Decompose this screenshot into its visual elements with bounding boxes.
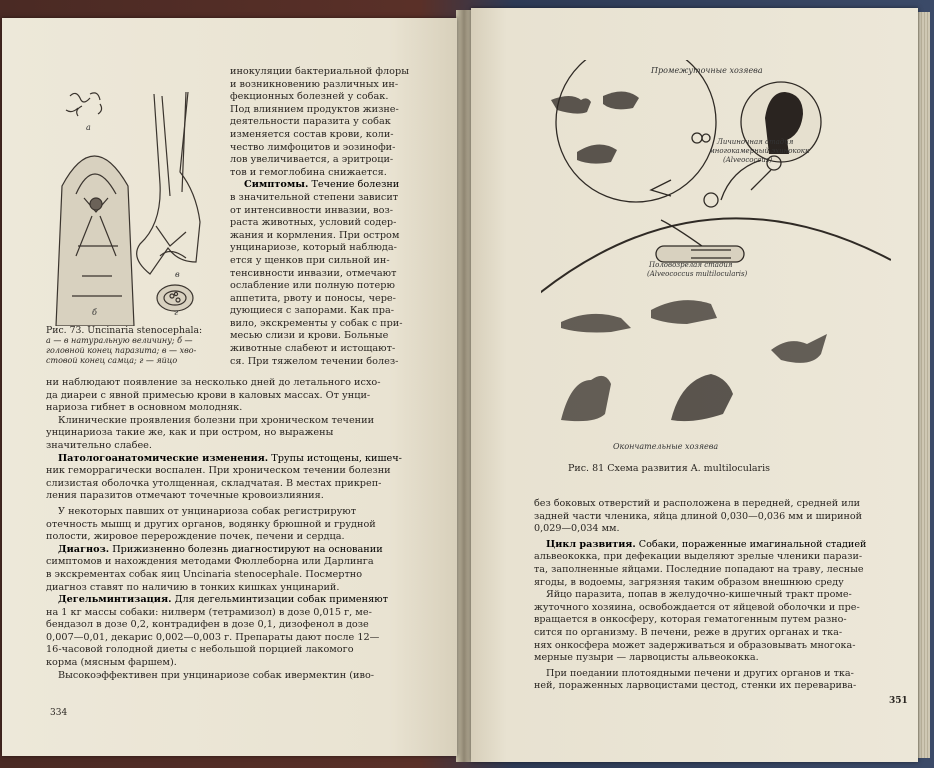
- label-final-hosts: Окончательные хозяева: [613, 442, 719, 451]
- right-column-text: инокуляции бактериальной флоры и возникновению различных ин- фекционных болезней у собак. Под влиянием продуктов жизне- деятельности паразита у собак изменяется состав крови, коли- чество лимфоцитов и эозинофи- лов увеличивается, а эритроци- тов и гемоглобина снижается. Симптомы. Течение болезни в значительной степени зависит от интенсивности инвазии, воз- раста животных, условий содер- жания и кормления. При остром унцинариозе, который наблюда- ется у щенков при сильной ин- тенсивности инвазии, отмечают ослабление или полную потерю аппетита, рвоту и поносы, чере- дующиеся с запорами. Как пра- вило, экскременты у собак с при- месью слизи и крови. Больные животные слабеют и истощают- ся. При тяжелом течении болез-: [230, 66, 438, 368]
- figure-label-v: в: [175, 270, 180, 279]
- page-edges: [916, 12, 930, 758]
- symptoms-heading: Симптомы.: [244, 179, 309, 191]
- label-intermediate-hosts: Промежуточные хозяева: [651, 66, 763, 75]
- symptoms-first-line: Симптомы. Течение болезни: [244, 179, 400, 191]
- label-adult-2: (Alveococcus multilocularis): [647, 270, 748, 278]
- label-larval-1: Личиночная стадия: [717, 138, 794, 146]
- figure-label-a: а: [86, 123, 91, 132]
- figure-label-g: г: [174, 308, 179, 317]
- deworming-heading: Дегельминтизация.: [58, 594, 172, 606]
- label-larval-2: многокамерный эхинококк: [709, 147, 810, 155]
- book-spine: [456, 10, 472, 762]
- cycle-heading: Цикл развития.: [546, 538, 636, 550]
- full-width-text: ни наблюдают появление за несколько дней до летального исхо- да диареи с явной примесью крови в каловых массах. От унци- нариоза гибнет в основном молодняк. Клинические проявления болезни при хроническом течении унцинариоза такие же, как и при остром, но выражены значительно слабее. Патологоанатомические изменения. Трупы истощены, кишеч- ник геморрагически воспален. При хроническом течении болезни слизистая оболочка утолщенная, складчатая. В местах прикреп- ления паразитов отмечают точечные кровоизлияния. У некоторых павших от унцинариоза собак регистрируют отечность мышц и других органов, водянку брюшной и грудной полости, жировое перерождение почек, печени и сердца. Диагноз. Прижизненно болезнь диагностируют на основании симптомов и нахождения методами Фюллеборна или Дарлинга в экскрементах собак яиц Uncinaria stenocephale. Посмертно диагноз ставят по наличию в тонких кишках унцинарий. Дегельминтизация. Для дегельминтизации собак применяют на 1 кг массы собаки: нилверм (тетрамизол) в дозе 0,015 г, ме- бендазол в дозе 0,2, контрадифен в дозе 0,1, дизофенол в дозе 0,007—0,01, декарис 0,002—0,003 г. Препараты дают после 12— 16-часовой голодной диеты с небольшой порцией лакомого корма (мясным фаршем). Высокоэффективен при унцинариозе собак ивермектин (иво-: [46, 377, 402, 681]
- life-cycle-diagram: [541, 60, 891, 460]
- label-adult-1: Половозрелая стадия: [649, 261, 733, 269]
- figure-caption-81: Рис. 81 Схема развития A. multilocularis: [568, 463, 770, 474]
- label-larval-3: (Alveococcus): [723, 156, 773, 164]
- uncinaria-figure: [42, 76, 222, 326]
- diagnosis-heading: Диагноз.: [58, 543, 110, 555]
- right-page-text: без боковых отверстий и расположена в передней, средней или задней части членика, яйца длиной 0,030—0,036 мм и шириной 0,029—0,034 мм. Цикл развития. Собаки, пораженные имагинальной стадией альвеококка, при дефекации выделяют зрелые членики парази- та, заполненные яйцами. Последние попадают на траву, лесные ягоды, в водоемы, загрязняя таким образом внешнюю среду Яйцо паразита, попав в желудочно-кишечный тракт проме- жуточного хозяина, освобождается от яйцевой оболочки и пре- вращается в онкосферу, которая гематогенным путем разно- сится по организму. В печени, реже в других органах и тка- нях онкосфера может задерживаться и образовывать многока- мерные пузыри — ларвоцисты альвеококка. При поедании плотоядными печени и других органов и тка- ней, пораженных ларвоцистами цестод, стенки их переварива-: [534, 498, 867, 692]
- pathology-heading: Патологоанатомические изменения.: [58, 452, 269, 464]
- page-number-right: 351: [889, 696, 908, 706]
- page-number-left: 334: [50, 708, 68, 718]
- figure-caption: Рис. 73. Uncinaria stenocephala: а — в натуральную величину; б — головной конец паразита; в — хво- стовой конец самца; г — яйцо: [46, 325, 203, 365]
- figure-label-b: б: [92, 308, 97, 317]
- right-page: [471, 8, 918, 762]
- left-page: [2, 18, 457, 756]
